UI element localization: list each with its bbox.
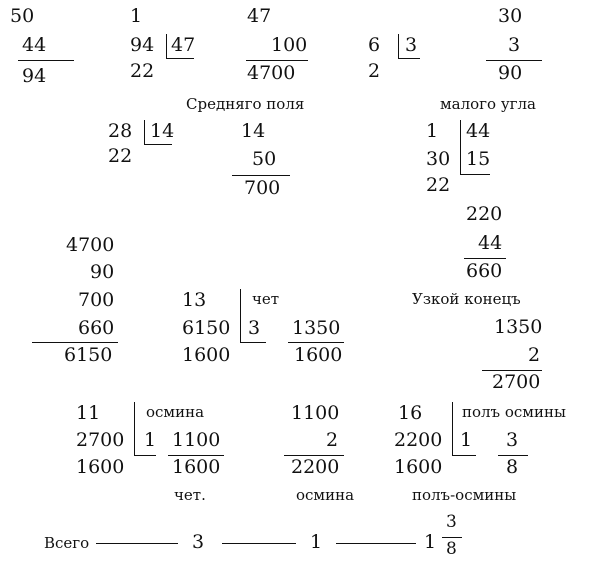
- number-cell: 30: [426, 148, 451, 170]
- number-cell: 6150: [64, 344, 113, 366]
- fraction-numerator: 3: [506, 429, 519, 451]
- number-cell: 90: [90, 261, 115, 283]
- number-cell: 22: [130, 60, 155, 82]
- number-cell: 1: [130, 5, 143, 27]
- number-cell: 1600: [294, 344, 343, 366]
- column-label: полъ-осмины: [412, 486, 517, 504]
- number-cell: 3: [508, 34, 521, 56]
- number-cell: 47: [171, 34, 196, 56]
- division-bar: [460, 120, 461, 174]
- sum-line: [464, 258, 506, 259]
- number-cell: 22: [108, 145, 133, 167]
- number-cell: 1600: [182, 344, 231, 366]
- number-cell: 1: [426, 120, 439, 142]
- division-line: [452, 455, 476, 456]
- total-value: 1: [424, 531, 437, 553]
- number-cell: 44: [478, 232, 503, 254]
- number-cell: 1: [460, 429, 473, 451]
- division-line: [144, 144, 172, 145]
- number-cell: 44: [466, 120, 491, 142]
- fraction-denominator: 8: [446, 539, 457, 559]
- section-heading: Средняго поля: [186, 95, 305, 113]
- number-cell: 15: [466, 148, 491, 170]
- sum-line: [246, 60, 308, 61]
- number-cell: 660: [78, 317, 115, 339]
- number-cell: 1600: [76, 456, 125, 478]
- sum-line: [486, 60, 542, 61]
- number-cell: 2200: [394, 429, 443, 451]
- division-bar: [398, 34, 399, 58]
- section-heading: Узкой конецъ: [412, 290, 521, 308]
- number-cell: 2: [326, 429, 339, 451]
- sum-line: [32, 342, 118, 343]
- number-cell: 4700: [247, 62, 296, 84]
- unit-label: полъ осмины: [462, 403, 566, 421]
- division-line: [240, 342, 266, 343]
- number-cell: 13: [182, 289, 207, 311]
- number-cell: 1100: [291, 402, 340, 424]
- number-cell: 14: [150, 120, 175, 142]
- number-cell: 30: [498, 5, 523, 27]
- number-cell: 28: [108, 120, 133, 142]
- number-cell: 700: [78, 289, 115, 311]
- number-cell: 94: [130, 34, 155, 56]
- number-cell: 11: [76, 402, 101, 424]
- column-label: осмина: [296, 486, 355, 504]
- number-cell: 100: [271, 34, 308, 56]
- number-cell: 700: [244, 177, 281, 199]
- division-line: [166, 58, 194, 59]
- number-cell: 3: [405, 34, 418, 56]
- number-cell: 44: [22, 34, 47, 56]
- column-label: чет.: [174, 486, 206, 504]
- fraction-bar: [442, 537, 462, 538]
- division-line: [134, 455, 156, 456]
- division-line: [460, 174, 490, 175]
- number-cell: 220: [466, 203, 503, 225]
- number-cell: 90: [498, 62, 523, 84]
- division-bar: [452, 402, 453, 456]
- number-cell: 47: [247, 5, 272, 27]
- number-cell: 22: [426, 174, 451, 196]
- number-cell: 2700: [492, 371, 541, 393]
- fraction-numerator: 3: [446, 512, 457, 532]
- leader-line: [96, 543, 178, 544]
- number-cell: 1350: [292, 317, 341, 339]
- total-value: 1: [310, 531, 323, 553]
- number-cell: 94: [22, 65, 47, 87]
- number-cell: 2700: [76, 429, 125, 451]
- number-cell: 660: [466, 260, 503, 282]
- number-cell: 1600: [394, 456, 443, 478]
- unit-label: чет: [252, 290, 280, 308]
- number-cell: 50: [252, 148, 277, 170]
- total-label: Всего: [44, 534, 90, 552]
- section-heading: малого угла: [440, 95, 536, 113]
- division-line: [398, 58, 420, 59]
- sum-line: [232, 175, 290, 176]
- division-bar: [240, 289, 241, 343]
- number-cell: 1600: [172, 456, 221, 478]
- total-value: 3: [192, 531, 205, 553]
- number-cell: 3: [248, 317, 261, 339]
- sum-line: [18, 60, 74, 61]
- unit-label: осмина: [146, 403, 205, 421]
- leader-line: [222, 543, 296, 544]
- number-cell: 16: [398, 402, 423, 424]
- fraction-denominator: 8: [506, 456, 519, 478]
- number-cell: 2: [368, 60, 381, 82]
- number-cell: 2200: [291, 456, 340, 478]
- leader-line: [336, 543, 416, 544]
- number-cell: 2: [528, 344, 541, 366]
- number-cell: 6: [368, 34, 381, 56]
- number-cell: 6150: [182, 317, 231, 339]
- division-bar: [166, 34, 167, 58]
- number-cell: 50: [10, 5, 35, 27]
- number-cell: 1100: [172, 429, 221, 451]
- number-cell: 4700: [66, 234, 115, 256]
- number-cell: 1350: [494, 316, 543, 338]
- sum-line: [288, 342, 344, 343]
- number-cell: 14: [241, 120, 266, 142]
- division-bar: [144, 120, 145, 144]
- division-bar: [134, 402, 135, 456]
- number-cell: 1: [144, 429, 157, 451]
